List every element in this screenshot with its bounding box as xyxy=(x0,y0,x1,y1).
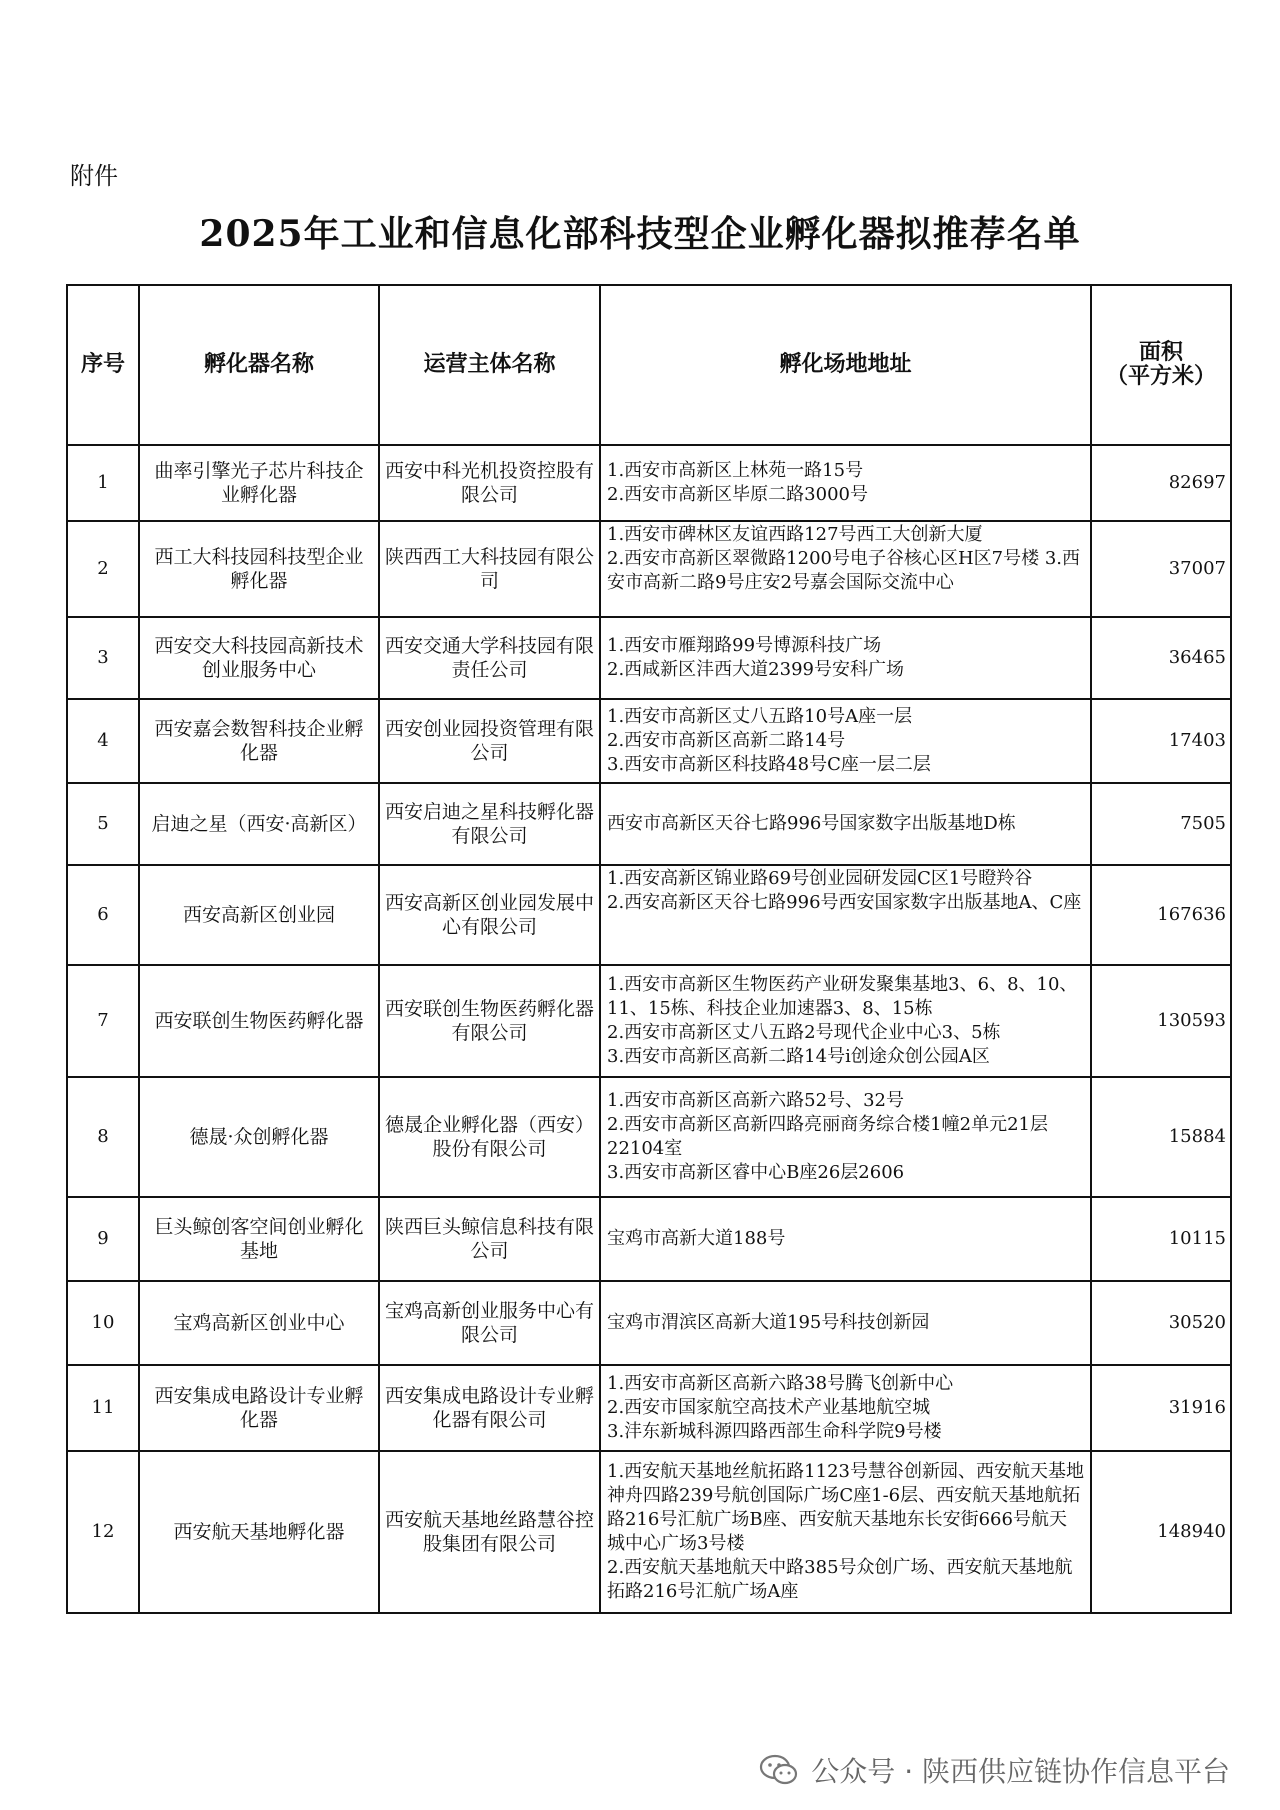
row-operator: 陕西巨头鲸信息科技有限公司 xyxy=(379,1197,600,1281)
table-row xyxy=(67,699,1231,783)
row-address xyxy=(600,965,1091,1077)
row-area: 167636 xyxy=(1091,865,1231,965)
row-operator: 西安启迪之星科技孵化器有限公司 xyxy=(379,783,600,865)
address-line: 2.西安市国家航空高技术产业基地航空城 xyxy=(607,1397,931,1418)
row-name: 巨头鲸创客空间创业孵化基地 xyxy=(139,1197,379,1281)
row-name: 西安高新区创业园 xyxy=(139,865,379,965)
table-row xyxy=(67,1197,1231,1281)
row-no: 3 xyxy=(67,617,139,699)
row-no: 10 xyxy=(67,1281,139,1365)
row-name: 西工大科技园科技型企业孵化器 xyxy=(139,521,379,617)
row-operator: 西安交通大学科技园有限责任公司 xyxy=(379,617,600,699)
row-address xyxy=(600,1281,1091,1365)
row-name: 西安集成电路设计专业孵化器 xyxy=(139,1365,379,1451)
row-address xyxy=(600,445,1091,521)
address-line: 3.西安市高新区科技路48号C座一层二层 xyxy=(607,754,931,775)
row-area: 36465 xyxy=(1091,617,1231,699)
address-line: 1.西安市雁翔路99号博源科技广场 xyxy=(607,635,882,656)
row-area: 130593 xyxy=(1091,965,1231,1077)
footer-text: 公众号 · 陕西供应链协作信息平台 xyxy=(811,1755,1230,1788)
row-address xyxy=(600,617,1091,699)
address-line: 3.西安市高新区睿中心B座26层2606 xyxy=(607,1162,905,1183)
header-operator: 运营主体名称 xyxy=(379,285,600,445)
row-operator: 西安集成电路设计专业孵化器有限公司 xyxy=(379,1365,600,1451)
table-row xyxy=(67,1281,1231,1365)
address-line: 1.西安航天基地丝航拓路1123号慧谷创新园、西安航天基地神舟四路239号航创国际广场C座1-6层、西安航天基地航拓路216号汇航广场B座、西安航天基地东长安街666号航天城中心广场3号楼 xyxy=(607,1461,1084,1554)
row-operator: 德晟企业孵化器（西安）股份有限公司 xyxy=(379,1077,600,1197)
table-row xyxy=(67,965,1231,1077)
row-area: 17403 xyxy=(1091,699,1231,783)
row-no: 5 xyxy=(67,783,139,865)
footer-watermark xyxy=(759,1750,1230,1790)
row-area: 7505 xyxy=(1091,783,1231,865)
address-line: 2.西安市高新区毕原二路3000号 xyxy=(607,484,868,505)
table-row xyxy=(67,1451,1231,1613)
attachment-label: 附件 xyxy=(70,162,118,190)
table-header-row xyxy=(67,285,1231,445)
address-line: 1.西安市高新区丈八五路10号A座一层 xyxy=(607,706,913,727)
row-no: 7 xyxy=(67,965,139,1077)
row-address xyxy=(600,1077,1091,1197)
address-line: 1.西安市碑林区友谊西路127号西工大创新大厦 xyxy=(607,524,983,545)
header-area-line1: 面积 xyxy=(1138,340,1183,365)
header-area xyxy=(1091,285,1231,445)
address-line: 1.西安市高新区高新六路52号、32号 xyxy=(607,1090,904,1111)
row-name: 西安联创生物医药孵化器 xyxy=(139,965,379,1077)
address-line: 2.西安市高新区高新四路亮丽商务综合楼1幢2单元21层22104室 xyxy=(607,1114,1048,1159)
address-line: 2.西安高新区天谷七路996号西安国家数字出版基地A、C座 xyxy=(607,892,1082,913)
row-area: 15884 xyxy=(1091,1077,1231,1197)
table-row xyxy=(67,521,1231,617)
address-line: 2.西安航天基地航天中路385号众创广场、西安航天基地航拓路216号汇航广场A座 xyxy=(607,1557,1073,1602)
table-row xyxy=(67,1365,1231,1451)
address-line: 2.西安市高新区翠微路1200号电子谷核心区H区7号楼 3.西安市高新二路9号庄安2号嘉会国际交流中心 xyxy=(607,548,1081,593)
row-address xyxy=(600,521,1091,617)
row-operator: 陕西西工大科技园有限公司 xyxy=(379,521,600,617)
row-address xyxy=(600,699,1091,783)
row-name: 曲率引擎光子芯片科技企业孵化器 xyxy=(139,445,379,521)
address-line: 3.沣东新城科源四路西部生命科学院9号楼 xyxy=(607,1421,942,1442)
row-name: 德晟·众创孵化器 xyxy=(139,1077,379,1197)
address-line: 2.西咸新区沣西大道2399号安科广场 xyxy=(607,659,904,680)
row-address xyxy=(600,1365,1091,1451)
header-address: 孵化场地地址 xyxy=(600,285,1091,445)
address-line: 宝鸡市高新大道188号 xyxy=(607,1228,786,1249)
incubator-table xyxy=(66,284,1232,1614)
address-line: 1.西安市高新区上林苑一路15号 xyxy=(607,460,864,481)
address-line: 1.西安高新区锦业路69号创业园研发园C区1号瞪羚谷 xyxy=(607,868,1033,889)
row-area: 82697 xyxy=(1091,445,1231,521)
row-no: 11 xyxy=(67,1365,139,1451)
row-no: 9 xyxy=(67,1197,139,1281)
row-address xyxy=(600,1197,1091,1281)
header-no: 序号 xyxy=(67,285,139,445)
wechat-icon xyxy=(759,1754,799,1786)
address-line: 1.西安市高新区高新六路38号腾飞创新中心 xyxy=(607,1373,954,1394)
address-line: 3.西安市高新区高新二路14号i创途众创公园A区 xyxy=(607,1046,990,1067)
address-line: 2.西安市高新区丈八五路2号现代企业中心3、5栋 xyxy=(607,1022,1001,1043)
row-operator: 西安创业园投资管理有限公司 xyxy=(379,699,600,783)
row-area: 37007 xyxy=(1091,521,1231,617)
address-line: 2.西安市高新区高新二路14号 xyxy=(607,730,846,751)
row-operator: 西安航天基地丝路慧谷控股集团有限公司 xyxy=(379,1451,600,1613)
row-name: 启迪之星（西安·高新区） xyxy=(139,783,379,865)
row-operator: 宝鸡高新创业服务中心有限公司 xyxy=(379,1281,600,1365)
row-no: 12 xyxy=(67,1451,139,1613)
row-no: 8 xyxy=(67,1077,139,1197)
table-row xyxy=(67,783,1231,865)
row-name: 西安交大科技园高新技术创业服务中心 xyxy=(139,617,379,699)
row-area: 31916 xyxy=(1091,1365,1231,1451)
row-no: 2 xyxy=(67,521,139,617)
row-no: 6 xyxy=(67,865,139,965)
row-address xyxy=(600,1451,1091,1613)
address-line: 1.西安市高新区生物医药产业研发聚集基地3、6、8、10、11、15栋、科技企业加速器3、8、15栋 xyxy=(607,974,1078,1019)
header-area-line2: （平方米） xyxy=(1105,364,1216,389)
page-title: 2025年工业和信息化部科技型企业孵化器拟推荐名单 xyxy=(199,213,1081,255)
address-line: 西安市高新区天谷七路996号国家数字出版基地D栋 xyxy=(607,813,1016,834)
header-name: 孵化器名称 xyxy=(139,285,379,445)
row-address xyxy=(600,783,1091,865)
address-line: 宝鸡市渭滨区高新大道195号科技创新园 xyxy=(607,1312,930,1333)
row-no: 4 xyxy=(67,699,139,783)
table-row xyxy=(67,1077,1231,1197)
row-operator: 西安高新区创业园发展中心有限公司 xyxy=(379,865,600,965)
row-no: 1 xyxy=(67,445,139,521)
row-operator: 西安联创生物医药孵化器有限公司 xyxy=(379,965,600,1077)
table-row xyxy=(67,445,1231,521)
row-operator: 西安中科光机投资控股有限公司 xyxy=(379,445,600,521)
table-row xyxy=(67,865,1231,965)
table-row xyxy=(67,617,1231,699)
row-name: 西安嘉会数智科技企业孵化器 xyxy=(139,699,379,783)
row-area: 148940 xyxy=(1091,1451,1231,1613)
row-area: 30520 xyxy=(1091,1281,1231,1365)
row-name: 西安航天基地孵化器 xyxy=(139,1451,379,1613)
row-area: 10115 xyxy=(1091,1197,1231,1281)
row-address xyxy=(600,865,1091,965)
row-name: 宝鸡高新区创业中心 xyxy=(139,1281,379,1365)
